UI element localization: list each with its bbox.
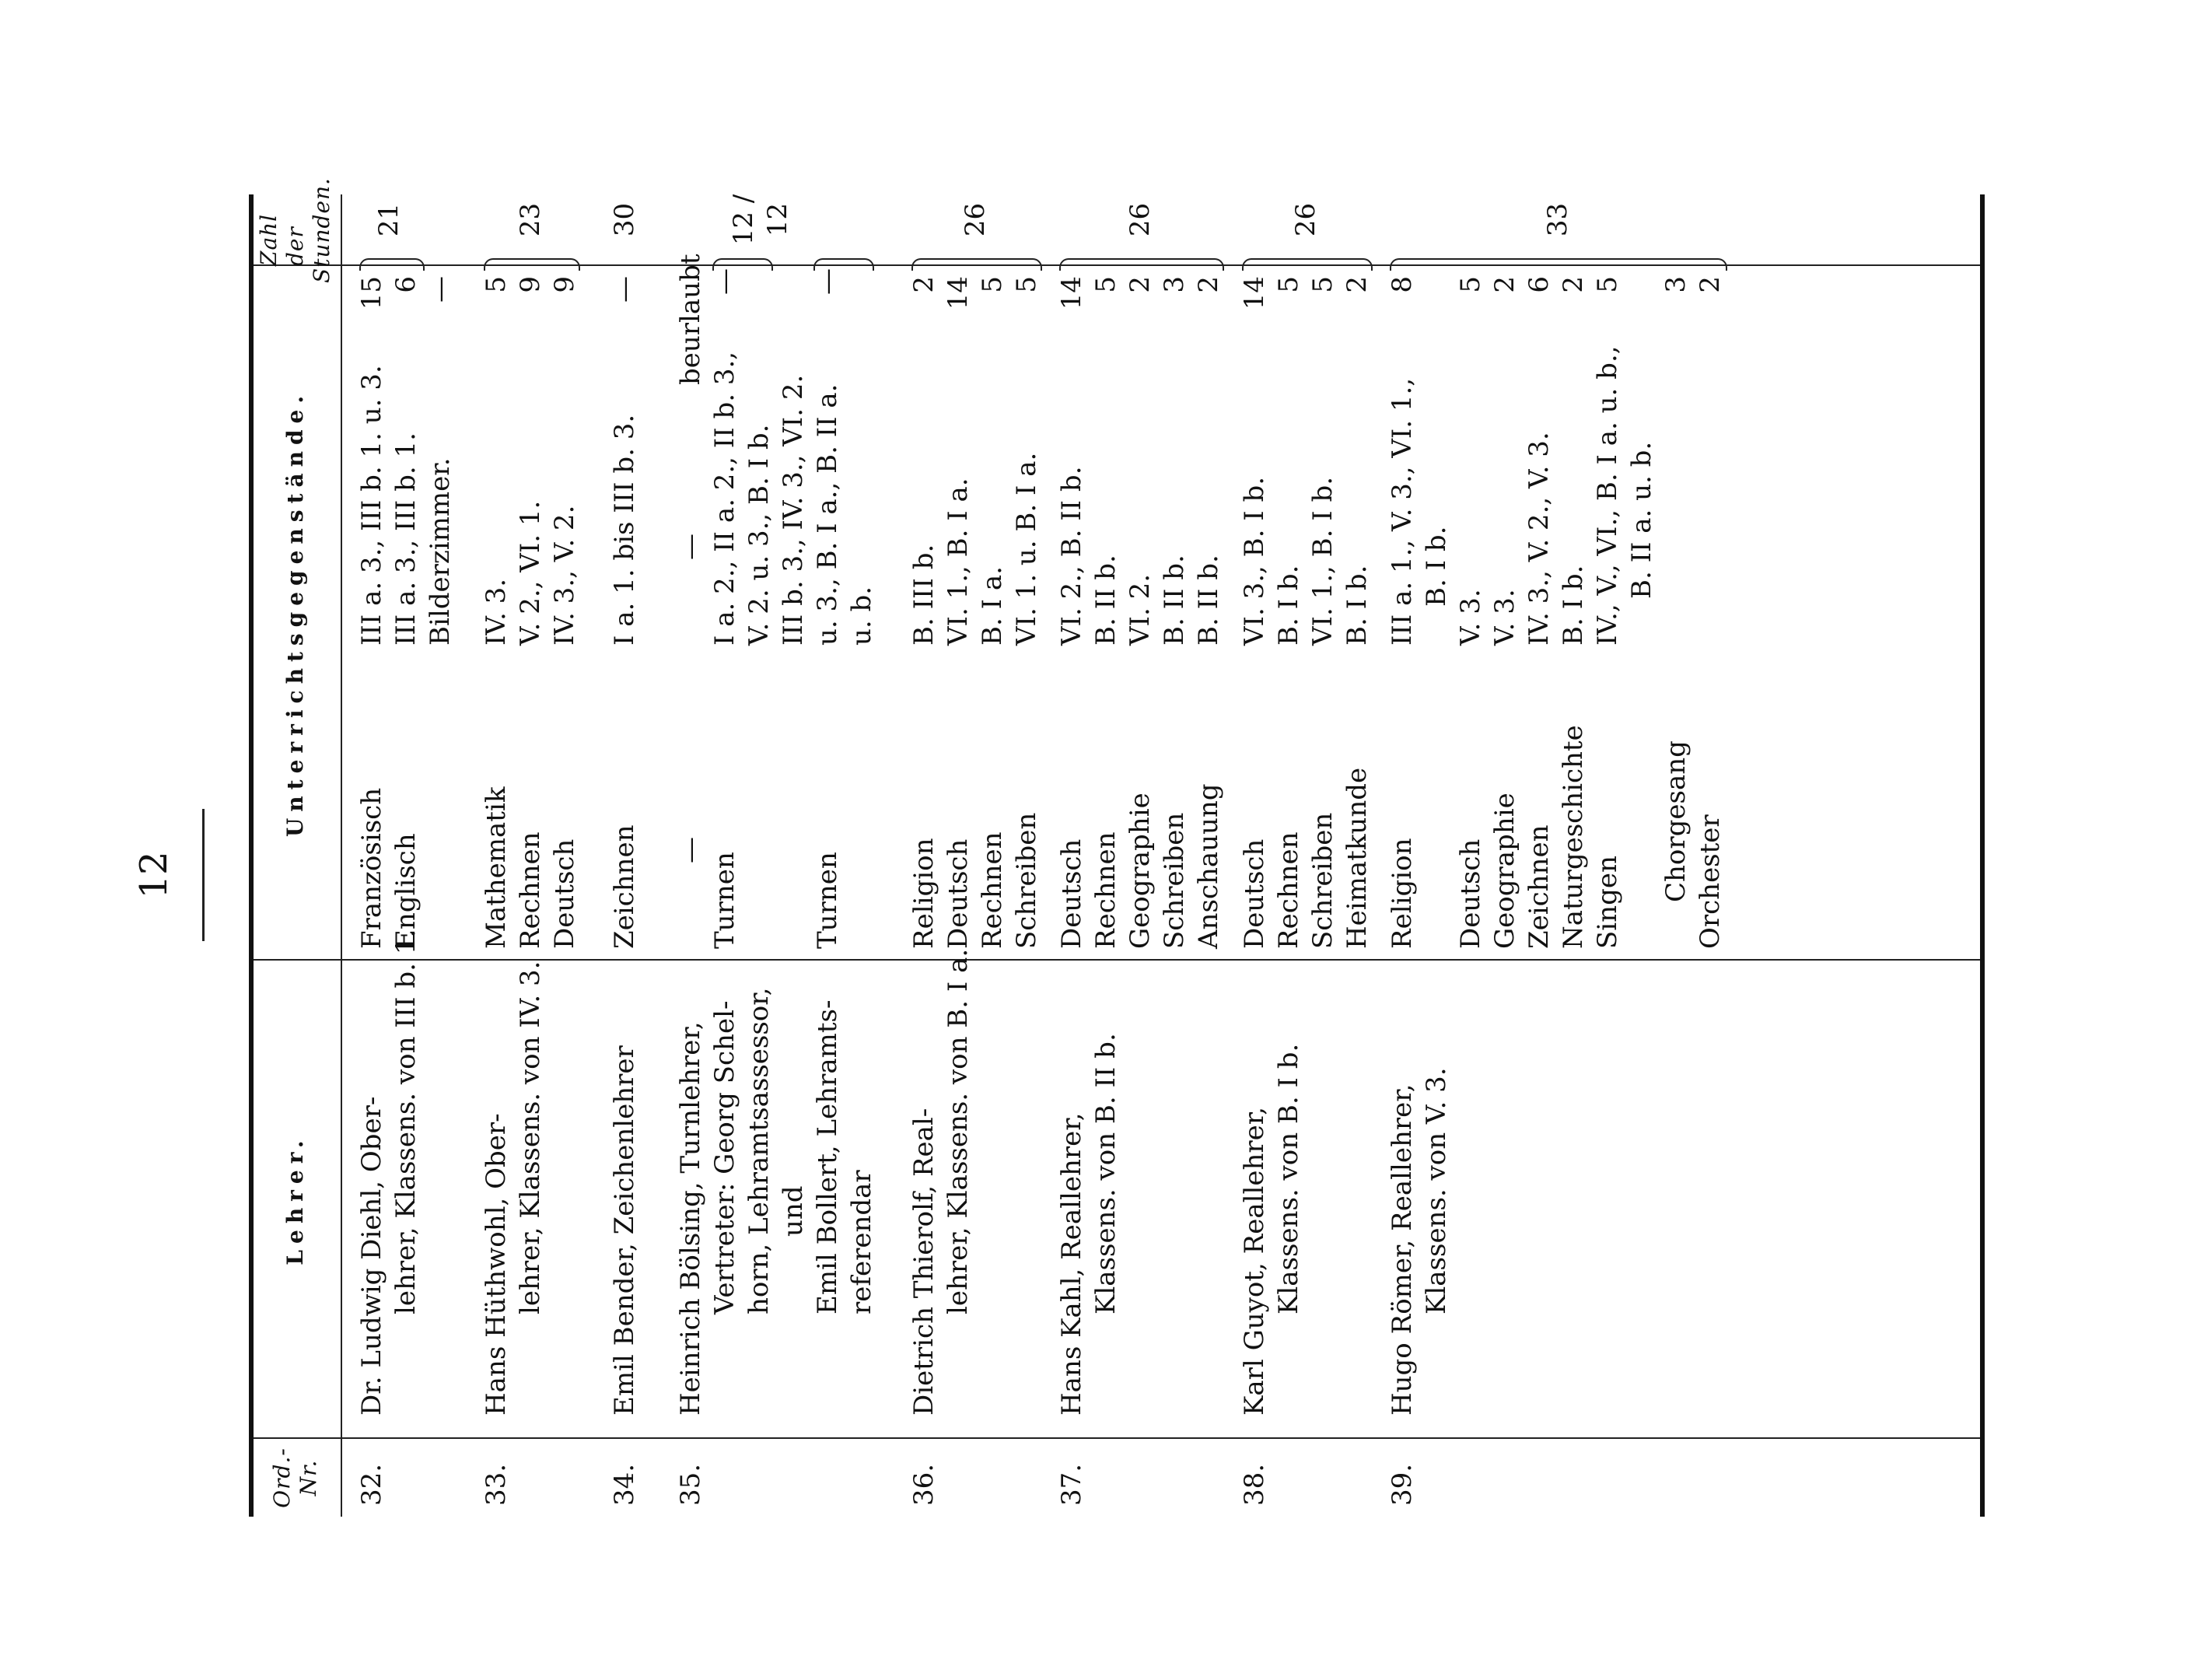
- hours-total: 26: [1125, 202, 1156, 237]
- hours-list: 14 5 2 3 2: [1056, 276, 1224, 310]
- classes-list: VI. 3., B. I b. B. I b. VI. 1., B. I b. B. I b.: [1239, 476, 1373, 646]
- subjects-list: — Turnen Turnen: [675, 837, 843, 949]
- classes-list: — I a. 2., II a. 2., II b. 3., V. 2. u. 3., B. I b. III b. 3., IV. 3., VI. 2. u. 3., B. I a., B. II a. u. b.: [675, 351, 877, 646]
- hours-brace: [813, 258, 874, 271]
- hours-total: 21: [373, 202, 404, 237]
- hours-total: 23: [515, 202, 546, 237]
- hours-brace: [911, 258, 1042, 271]
- hours-list: —: [609, 276, 640, 303]
- teacher-name: Dietrich Thierolf, Real- lehrer, Klassens. von B. I a.: [908, 948, 974, 1416]
- subjects-list: Zeichnen: [609, 824, 640, 949]
- hours-brace: [484, 258, 580, 271]
- header-teacher: Lehrer.: [282, 1134, 308, 1265]
- teacher-name: Hugo Römer, Reallehrer, Klassens. von V. 3.: [1387, 1067, 1452, 1416]
- row-number: 36.: [908, 1463, 939, 1507]
- rotated-page: [117, 117, 1983, 1556]
- row-number: 33.: [481, 1463, 512, 1507]
- subjects-list: Französisch Englisch: [356, 787, 422, 949]
- classes-list: B. III b. VI. 1., B. I a. B. I a. VI. 1. u. B. I a.: [908, 452, 1042, 646]
- hours-list: beurlaubt — —: [675, 254, 843, 385]
- subjects-list: Religion Deutsch Rechnen Schreiben: [908, 812, 1042, 949]
- row-number: 39.: [1387, 1463, 1418, 1507]
- hours-total: 30: [609, 202, 640, 237]
- header-hours: Zahl der Stunden.: [256, 177, 334, 283]
- subjects-list: Religion Deutsch Geographie Zeichnen Naturgeschichte Singen Chorgesang Orchester: [1387, 725, 1726, 949]
- hours-list: 5 9 9: [481, 276, 580, 293]
- hours-brace: [1242, 258, 1373, 271]
- hours-brace: [712, 258, 773, 271]
- teacher-name: Hans Hüthwohl, Ober- lehrer, Klassens. von IV. 3.: [481, 961, 546, 1416]
- header-no: Ord.- Nr.: [269, 1447, 321, 1508]
- hours-list: 2 14 5 5: [908, 276, 1042, 310]
- col-divider: [254, 1437, 1980, 1439]
- teacher-name: Dr. Ludwig Diehl, Ober- lehrer, Klassens. von III b. 1.: [356, 929, 422, 1416]
- header-divider: [341, 194, 342, 1517]
- teacher-table: [249, 177, 1985, 1517]
- row-number: 32.: [356, 1463, 387, 1507]
- subjects-list: Deutsch Rechnen Schreiben Heimatkunde: [1239, 767, 1373, 949]
- classes-list: IV. 3. V. 2., VI. 1. IV. 3., V. 2.: [481, 500, 580, 646]
- row-number: 37.: [1056, 1463, 1087, 1507]
- teacher-name: Heinrich Bölsing, Turnlehrer, Vertreter: Georg Schel- horn, Lehramtsassessor, und Emil Bollert, Lehramts- referendar: [675, 987, 877, 1416]
- classes-list: III a. 3., III b. 1. u. 3. III a. 3., III b. 1. Bilderzimmer.: [356, 365, 456, 646]
- hours-list: 8 5 2 6 2 5 3 2: [1387, 276, 1726, 293]
- classes-list: III a. 1., V. 3., VI. 1., B. I b. V. 3. V. 3. IV. 3., V. 2., V. 3. B. I b. IV., V., VI., B. I a. u. b., B. II a. u. b.: [1387, 345, 1657, 646]
- hours-brace: [1390, 258, 1727, 271]
- hours-list: 15 6 —: [356, 276, 456, 310]
- classes-list: I a. 1. bis III b. 3.: [609, 414, 640, 646]
- subjects-list: Deutsch Rechnen Geographie Schreiben Anschauung: [1056, 783, 1224, 949]
- page-number: 12: [132, 851, 176, 899]
- hours-total: 26: [1290, 202, 1321, 237]
- hours-brace: [359, 258, 425, 271]
- page-number-rule: [202, 809, 205, 941]
- row-number: 34.: [609, 1463, 640, 1507]
- header-subjects: Unterrichtsgegenstände.: [282, 389, 308, 838]
- hours-total: 26: [960, 202, 991, 237]
- col-divider: [254, 959, 1980, 961]
- hours-total: 33: [1542, 202, 1573, 237]
- teacher-name: Emil Bender, Zeichenlehrer: [609, 1045, 640, 1416]
- teacher-name: Hans Kahl, Reallehrer, Klassens. von B. II b.: [1056, 1033, 1121, 1416]
- hours-total: 12 / 12: [728, 194, 793, 246]
- classes-list: VI. 2., B. II b. B. II b. VI. 2. B. II b. B. II b.: [1056, 466, 1224, 646]
- hours-list: 14 5 5 2: [1239, 276, 1373, 310]
- row-number: 38.: [1239, 1463, 1270, 1507]
- subjects-list: Mathematik Rechnen Deutsch: [481, 786, 580, 949]
- hours-brace: [1059, 258, 1224, 271]
- row-number: 35.: [675, 1463, 706, 1507]
- teacher-name: Karl Guyot, Reallehrer, Klassens. von B. I b.: [1239, 1043, 1304, 1416]
